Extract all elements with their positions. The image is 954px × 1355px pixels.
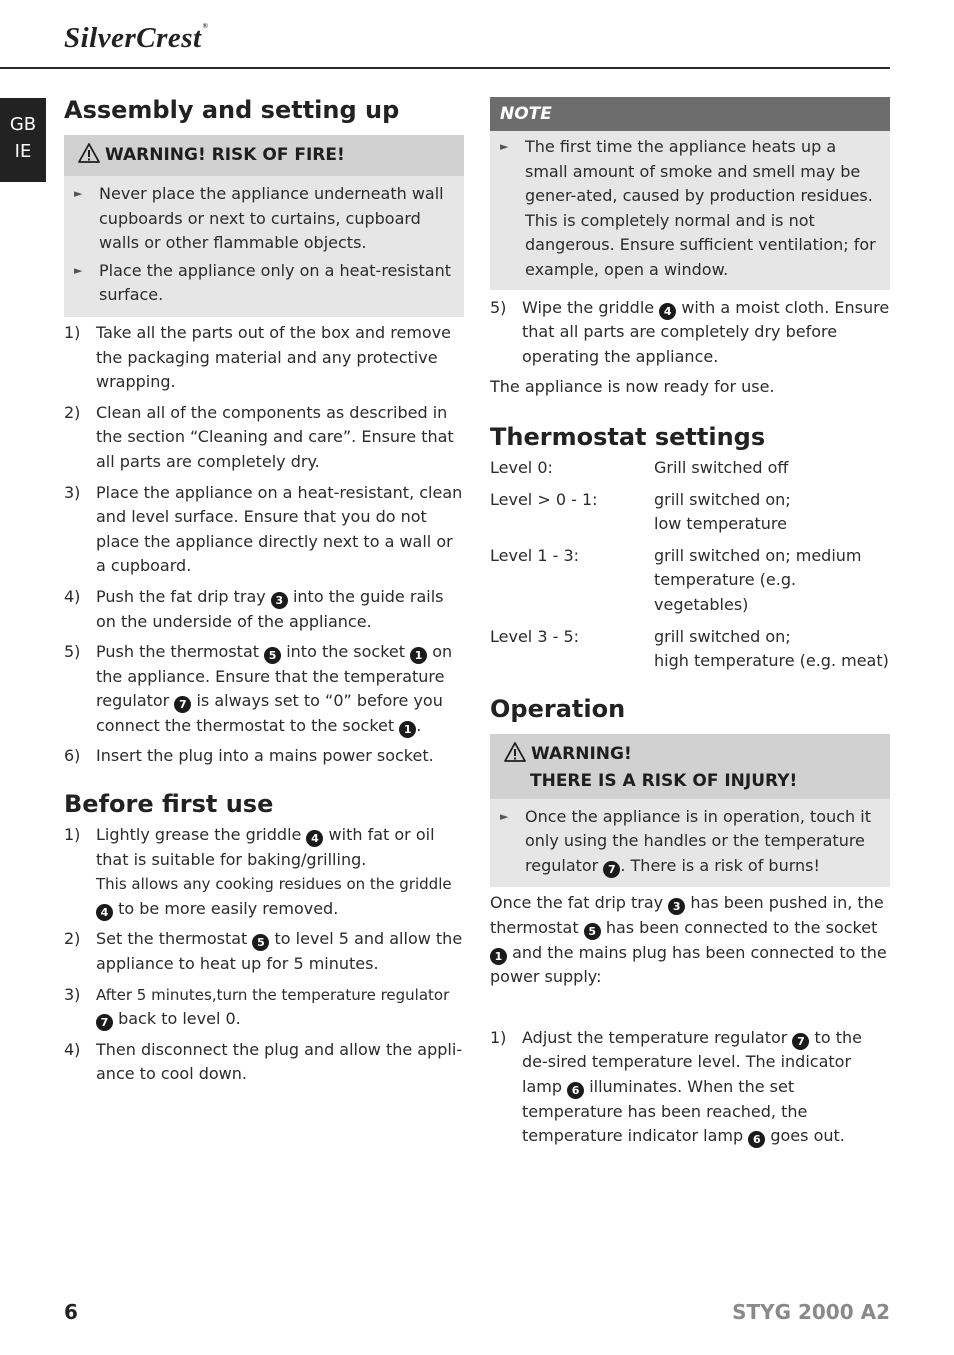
part-number-badge: 1 <box>399 721 416 738</box>
section-title-thermostat: Thermostat settings <box>490 422 766 451</box>
left-column <box>64 95 464 1093</box>
text-run: Wipe the griddle <box>522 297 655 317</box>
text-run: has been pushed in, the thermostat <box>490 893 884 938</box>
injury-warning-header <box>490 734 890 799</box>
level-label: Level 0: <box>490 457 553 477</box>
list-item <box>64 823 464 921</box>
fire-warning-header <box>64 135 464 176</box>
list-item <box>64 983 464 1032</box>
bullet-arrow-icon: ► <box>74 187 83 200</box>
list-item <box>64 321 464 395</box>
step-number: 3) <box>64 482 81 502</box>
thermostat-table <box>490 456 890 674</box>
bullet-text: Never place the appliance underneath wall cupboards or next to curtains, cupboard walls or other flammable objects. <box>99 184 444 253</box>
part-number-badge: 3 <box>271 592 288 609</box>
language-tab <box>0 98 46 182</box>
part-number-badge: 6 <box>748 1131 765 1148</box>
text-run: high temperature (e.g. meat) <box>654 651 889 671</box>
step-number: 2) <box>64 402 81 422</box>
step-text: Insert the plug into a mains power socket. <box>96 746 434 766</box>
step-text <box>96 927 464 976</box>
text-run: has been connected to the socket <box>605 918 878 938</box>
injury-warning-subtitle: THERE IS A RISK OF INJURY! <box>530 770 798 791</box>
text-run: . <box>416 715 422 735</box>
text-run: with fat or oil that is suitable for baking/grilling. <box>96 825 435 869</box>
text-run: grill switched on; <box>654 626 791 646</box>
list-item <box>64 1038 464 1087</box>
fire-warning-title: WARNING! RISK OF FIRE! <box>105 145 345 165</box>
step-text <box>96 585 464 634</box>
language-code-gb: GB <box>9 114 37 135</box>
text-run: to be more easily removed. <box>118 898 339 918</box>
step-text <box>96 823 464 921</box>
text-run: to the de-sired temperature level. The indicator lamp <box>522 1027 862 1097</box>
step-text: Place the appliance on a heat-resistant, clean and level surface. Ensure that you do not place the appliance directly next to a wall or a cupboard. <box>96 482 463 576</box>
text-run: After 5 minutes,turn the temperature regulator <box>96 985 450 1004</box>
bullet-arrow-icon: ► <box>500 140 509 153</box>
note-header: NOTE <box>490 97 890 131</box>
step-number: 4) <box>64 1039 81 1059</box>
text-run: Adjust the temperature regulator <box>522 1027 788 1047</box>
step-text <box>522 296 890 370</box>
part-number-badge: 5 <box>584 923 601 940</box>
step-number: 3) <box>64 984 81 1004</box>
list-item <box>74 182 454 256</box>
injury-warning-body <box>490 799 890 888</box>
text-run: grill switched on; medium <box>654 545 862 565</box>
text-run: into the guide rails on the underside of the appliance. <box>96 586 444 631</box>
text-run: back to level 0. <box>118 1009 241 1029</box>
text-run: with a moist cloth. Ensure that all parts are completely dry before operating the appliance. <box>522 297 890 366</box>
language-code-ie: IE <box>14 141 32 162</box>
text-run: goes out. <box>770 1126 845 1146</box>
list-item <box>74 259 454 308</box>
part-number-badge: 6 <box>567 1082 584 1099</box>
step-number: 2) <box>64 929 81 949</box>
level-description <box>654 544 890 618</box>
part-number-badge: 5 <box>252 934 269 951</box>
text-run: into the socket <box>286 642 406 662</box>
operation-intro <box>490 891 890 989</box>
list-item <box>500 135 880 283</box>
note-body <box>490 131 890 290</box>
note-box <box>490 97 890 290</box>
text-run: to level 5 and allow the appliance to heat up for 5 minutes. <box>96 929 463 974</box>
section-title-before-first-use: Before first use <box>64 790 274 819</box>
bullet-arrow-icon: ► <box>500 809 509 823</box>
list-item <box>490 296 890 370</box>
assembly-steps <box>64 321 464 769</box>
registered-mark: ® <box>202 22 209 30</box>
step-number: 5) <box>490 297 507 317</box>
part-number-badge: 4 <box>306 830 323 847</box>
header-divider <box>0 67 890 69</box>
text-run: Lightly grease the griddle <box>96 825 302 845</box>
table-row <box>490 625 890 674</box>
bullet-arrow-icon: ► <box>74 263 83 277</box>
part-number-badge: 7 <box>96 1014 113 1031</box>
fire-warning-box <box>64 135 464 317</box>
step-number: 5) <box>64 642 81 662</box>
step-text: Clean all of the components as described in the section “Cleaning and care”. Ensure that all parts are completely dry. <box>96 402 454 471</box>
list-item <box>64 640 464 738</box>
list-item <box>64 401 464 475</box>
right-column <box>490 97 890 1155</box>
text-run: low temperature <box>654 514 787 534</box>
ready-text: The appliance is now ready for use. <box>490 377 775 397</box>
list-item <box>64 927 464 976</box>
text-run: on the appliance. Ensure that the temperature regulator <box>96 642 453 711</box>
text-run: Push the thermostat <box>96 642 260 662</box>
level-label: Level > 0 - 1: <box>490 489 598 509</box>
list-item <box>500 805 880 879</box>
part-number-badge: 1 <box>410 647 427 664</box>
page-number: 6 <box>64 1300 78 1324</box>
text-run: This allows any cooking residues on the griddle <box>96 875 452 894</box>
list-item <box>64 585 464 634</box>
bullet-text <box>525 805 880 879</box>
step-number: 1) <box>490 1027 507 1047</box>
step-text <box>96 983 464 1032</box>
text-run: Set the thermostat <box>96 929 248 949</box>
table-row <box>490 488 890 537</box>
injury-warning-title: WARNING! <box>531 743 632 764</box>
fire-warning-body <box>64 176 464 317</box>
bullet-text: The first time the appliance heats up a small amount of smoke and smell may be gener-ated, caused by production residues. This is completely normal and is not dangerous. Ensure sufficient ventilation; for example, open a window. <box>525 137 876 279</box>
text-run: and the mains plug has been connected to the power supply: <box>490 942 887 987</box>
part-number-badge: 3 <box>668 898 685 915</box>
text-run: is always set to “0” before you connect the thermostat to the socket <box>96 691 443 735</box>
level-description <box>654 625 889 674</box>
brand-name: SilverCrest <box>64 22 202 54</box>
table-row <box>490 544 890 618</box>
text-run: Once the fat drip tray <box>490 893 664 913</box>
level-label: Level 1 - 3: <box>490 545 580 565</box>
step-number: 6) <box>64 746 81 766</box>
part-number-badge: 7 <box>174 696 191 713</box>
text-run: grill switched on; <box>654 489 791 509</box>
step-number: 1) <box>64 825 81 845</box>
level-description: Grill switched off <box>654 457 789 477</box>
injury-warning-box <box>490 734 890 888</box>
text-run: . There is a risk of burns! <box>620 855 820 875</box>
part-number-badge: 5 <box>264 647 281 664</box>
brand-logo <box>64 22 208 55</box>
step-number: 1) <box>64 322 81 342</box>
warning-triangle-icon <box>78 143 100 170</box>
level-description <box>654 488 791 537</box>
part-number-badge: 7 <box>603 861 620 878</box>
step-text: Take all the parts out of the box and remove the packaging material and any protective wrapping. <box>96 322 452 392</box>
level-label: Level 3 - 5: <box>490 626 580 646</box>
table-row <box>490 456 890 481</box>
text-run: Push the fat drip tray <box>96 586 266 606</box>
part-number-badge: 4 <box>96 904 113 921</box>
step-text: Then disconnect the plug and allow the appli-ance to cool down. <box>96 1039 463 1084</box>
part-number-badge: 1 <box>490 948 507 965</box>
list-item <box>64 481 464 579</box>
list-item <box>64 744 464 769</box>
list-item <box>490 1026 890 1149</box>
text-run: Once the appliance is in operation, touch it only using the handles or the temperature regulator <box>525 806 871 875</box>
bullet-text: Place the appliance only on a heat-resistant surface. <box>99 260 451 305</box>
part-number-badge: 4 <box>659 303 676 320</box>
step-text <box>522 1026 890 1149</box>
section-title-operation: Operation <box>490 694 626 723</box>
warning-triangle-icon <box>504 742 526 769</box>
model-number: STYG 2000 A2 <box>732 1300 890 1324</box>
text-run: illuminates. When the set temperature has been reached, the temperature indicator lamp <box>522 1077 808 1146</box>
part-number-badge: 7 <box>792 1033 809 1050</box>
section-title-assembly: Assembly and setting up <box>64 96 400 124</box>
step-number: 4) <box>64 586 81 606</box>
text-run: temperature (e.g. vegetables) <box>654 570 797 614</box>
before-steps <box>64 823 464 1087</box>
step-text <box>96 640 464 738</box>
